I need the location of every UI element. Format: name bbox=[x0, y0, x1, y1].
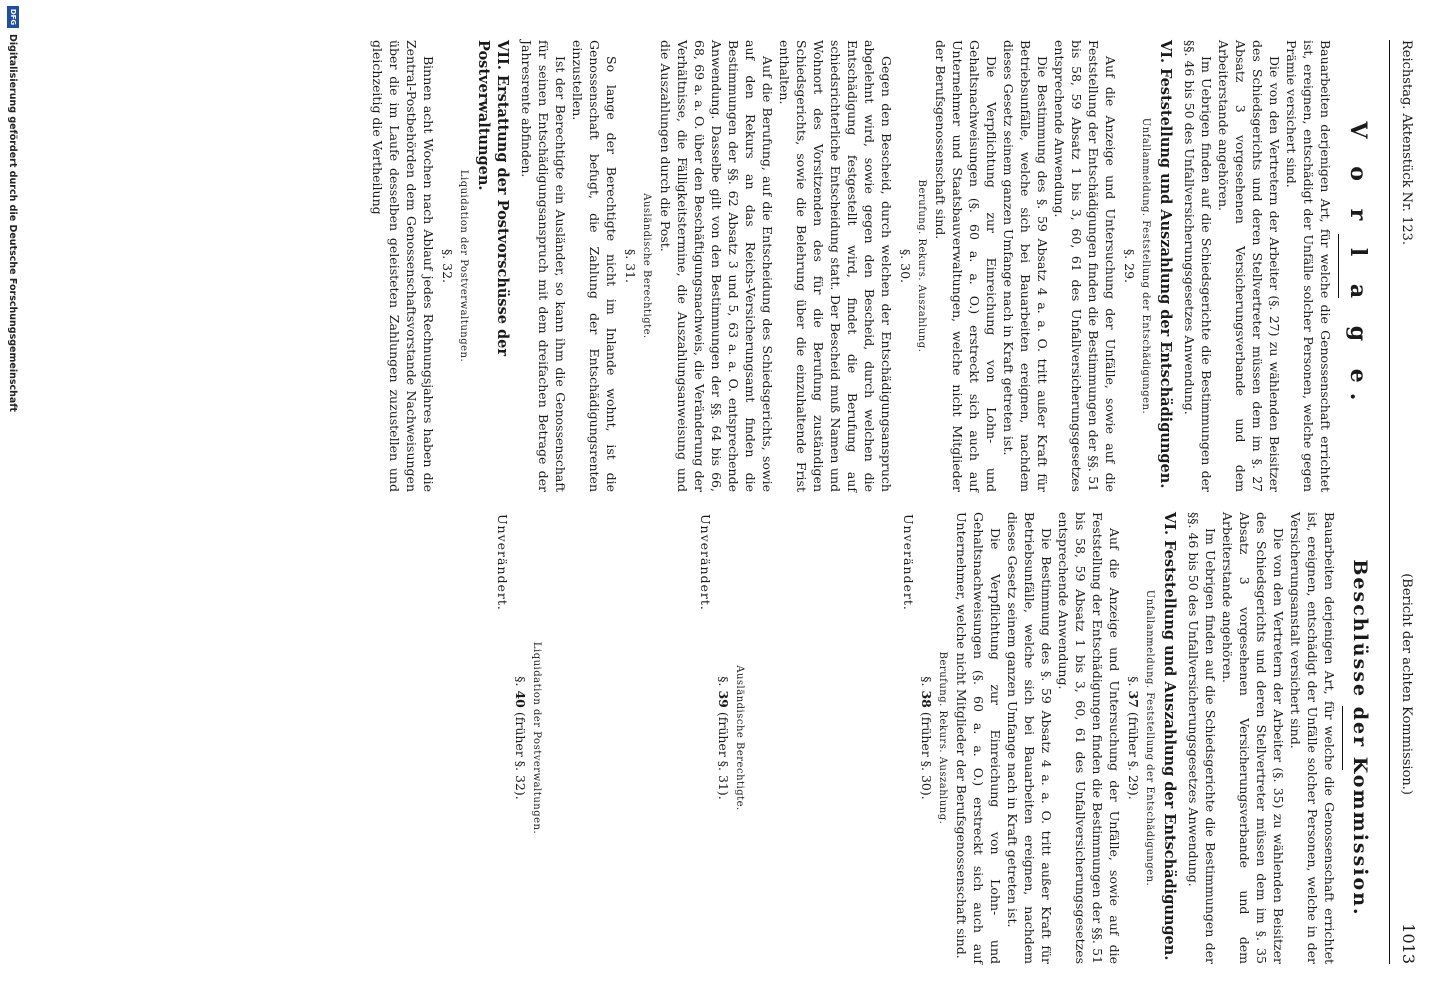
unchanged-note: Unverändert. bbox=[901, 514, 916, 611]
law-text: Die Verpflichtung zur Einreichung von Lohn- und Gehaltsnachweisungen (§. 60 a. a. O.) erstreckt sich auch auf Unternehmer, welche nicht Mitglieder der Berufsgenossenschaft sind. bbox=[954, 512, 1003, 964]
law-text: Die Bestimmung des §. 59 Absatz 4 a. a. O. tritt außer Kraft für Betriebsunfälle, welche sich bei Bauarbeiten ereignen, nachdem dieses Gesetz seinem ganzen Umfange nach in Kraft getreten ist. bbox=[1005, 512, 1054, 964]
left-intro-paragraph: Im Uebrigen finden auf die Schiedsgerichte die Bestimmungen der §§. 46 bis 50 des Unfallversicherungsgesetzes Anwendung. bbox=[1182, 40, 1214, 492]
law-text: Binnen acht Wochen nach Ablauf jedes Rechnungsjahres haben die Zentral-Postbehörden dem Genossenschaftsvorstande Nachweisungen über die im Laufe desselben geleisteten Zahlungen zuzustellen und gleichzeitig die Vertheilung bbox=[370, 40, 436, 492]
marginal-note: Berufung. Rekurs. Auszahlung. bbox=[916, 179, 927, 353]
paragraph-number-bold: 38 bbox=[919, 690, 934, 708]
law-text: So lange der Berechtigte nicht im Inlande wohnt, ist die Genossenschaft befugt, die Zahlung der Entschädigungsrenten einzustellen. bbox=[570, 40, 619, 492]
law-text: Die Bestimmung des §. 59 Absatz 4 a. a. O. tritt außer Kraft für Betriebsunfälle, welche sich bei Bauarbeiten ereignen, nachdem dieses Gesetz seinem ganzen Umfange nach in Kraft getreten ist. bbox=[1001, 40, 1050, 492]
paragraph-number: §. 40 (früher §. 32). bbox=[513, 676, 528, 800]
law-text: Gegen den Bescheid, durch welchen der Entschädigungsanspruch abgelehnt wird, sowie gegen den Bescheid, durch welchen die Entschädigung festgestellt wird, findet die Berufung auf schiedsrichterliche Entscheidung statt. Der Bescheid muß Namen und Wohnort des Vorsitzenden des für die Berufung zuständigen Schiedsgerichts, sowie die Belehrung über die einzuhaltende Frist enthalten. bbox=[777, 40, 894, 492]
left-column-title: V o r l a g e. bbox=[1345, 121, 1371, 411]
left-intro-paragraph: Die von den Vertretern der Arbeiter (§. 27) zu wählenden Beisitzer des Schiedsgerichts und deren Stellvertreter müssen dem im §. 27 Absatz 3 vorgesehenen Versicherungsverbande und dem Arbeiterstande angehören. bbox=[1216, 40, 1282, 492]
unchanged-note: Unverändert. bbox=[495, 514, 510, 611]
paragraph-number-bold: 37 bbox=[1126, 690, 1141, 708]
marginal-note: Ausländische Berechtigte. bbox=[641, 193, 652, 339]
page-header bbox=[1392, 40, 1418, 964]
marginal-note: Ausländische Berechtigte. bbox=[734, 665, 745, 811]
page-number: 1013 bbox=[1399, 923, 1418, 964]
credit-text: Digitalisierung gefördert durch die Deutsche Forschungsgemeinschaft bbox=[7, 34, 19, 412]
marginal-note: Liquidation der Postverwaltungen. bbox=[531, 641, 542, 835]
paragraph-number: §. 30. bbox=[898, 248, 913, 284]
right-intro-paragraph: Im Uebrigen finden auf die Schiedsgerichte die Bestimmungen der §§. 46 bis 50 des Unfallversicherungsgesetzes Anwendung. bbox=[1186, 512, 1218, 964]
marginal-note: Unfallanmeldung. Feststellung der Entschädigungen. bbox=[1140, 117, 1151, 415]
left-column-vorlage bbox=[369, 40, 1371, 492]
header-rule bbox=[1389, 40, 1390, 964]
marginal-note: Berufung. Rekurs. Auszahlung. bbox=[937, 651, 948, 825]
right-intro-paragraph: Die von den Vertretern der Arbeiter (§. 35) zu wählenden Beisitzer des Schiedsgerichts und deren Stellvertreter müssen dem im §. 35 Absatz 3 vorgesehenen Versicherungsverbande und dem Arbeiterstande angehören. bbox=[1220, 512, 1286, 964]
left-section-7-heading: VII. Erstattung der Postvorschüsse der Postverwaltungen. bbox=[475, 40, 511, 357]
dfg-logo: DFG bbox=[7, 6, 19, 28]
law-text: Auf die Anzeige und Untersuchung der Unfälle, sowie auf die Feststellung der Entschädigungen finden die Bestimmungen der §§. 51 bis 58, 59 Absatz 1 bis 3, 60, 61 des Unfallversicherungsgesetzes entsprechende Anwendung. bbox=[1052, 40, 1118, 492]
right-section-6-heading: VI. Feststellung und Auszahlung der Entschädigungen. bbox=[1161, 512, 1178, 961]
right-column-title: Beschlüsse der Kommission. bbox=[1349, 559, 1371, 917]
paragraph-number: §. 39 (früher §. 31). bbox=[716, 676, 731, 800]
left-section-6-heading: VI. Feststellung und Auszahlung der Entschädigungen. bbox=[1157, 40, 1174, 489]
law-text: Ist der Berechtigte ein Ausländer, so kann ihm die Genossenschaft für seinen Entschädigungsanspruch mit dem dreifachen Betrage der Jahresrente abfinden. bbox=[519, 40, 568, 492]
law-text: Auf die Berufung, auf die Entscheidung des Schiedsgerichts, sowie auf den Rekurs an das Reichs-Versicherungsamt finden die Bestimmungen der §§. 62 Absatz 3 und 5, 63 a. a. O. entsprechende Anwendung. Dasselbe gilt von den Bestimmungen der §§. 64 bis 66, 68, 69 a. a. O. über den Beschäftigungsnachweis, die Veränderung der Verhältnisse, die Fälligkeitstermine, die Auszahlungsanweisung und die Auszahlungen durch die Post. bbox=[658, 40, 775, 492]
paragraph-number: §. 31. bbox=[623, 248, 638, 284]
header-left: Reichstag. Aktenstück Nr. 123. bbox=[1399, 40, 1414, 246]
left-intro-paragraph: Bauarbeiten derjenigen Art, für welche die Genossenschaft errichtet ist, ereignen, entschädigt der Unfälle solcher Personen, welche gegen Prämie versichert sind. bbox=[1284, 40, 1333, 492]
right-intro-paragraph: Bauarbeiten derjenigen Art, für welche die Genossenschaft errichtet ist, ereignen, entschädigt der Unfälle solcher Personen, welche in der Versicherungsanstalt versichert sind. bbox=[1288, 512, 1337, 964]
law-text: Auf die Anzeige und Untersuchung der Unfälle, sowie auf die Feststellung der Entschädigungen finden die Bestimmungen der §§. 51 bis 58, 59 Absatz 1 bis 3, 60, 61 des Unfallversicherungsgesetzes entsprechende Anwendung. bbox=[1056, 512, 1122, 964]
right-column-beschluesse bbox=[369, 512, 1371, 964]
marginal-note: Liquidation der Postverwaltungen. bbox=[458, 169, 469, 363]
paragraph-number: §. 38 (früher §. 30). bbox=[919, 676, 934, 800]
marginal-note: Unfallanmeldung. Feststellung der Entschädigungen. bbox=[1144, 589, 1155, 887]
unchanged-note: Unverändert. bbox=[698, 514, 713, 611]
paragraph-number: §. 37 (früher §. 29). bbox=[1126, 676, 1141, 800]
paragraph-number-bold: 39 bbox=[716, 690, 731, 708]
title-rule bbox=[1338, 234, 1339, 298]
paragraph-number-bold: 40 bbox=[513, 690, 528, 708]
digitization-credit bbox=[7, 6, 19, 412]
law-text: Die Verpflichtung zur Einreichung von Lohn- und Gehaltsnachweisungen (§. 60 a. a. O.) erstreckt sich auch auf Unternehmer und Staatsbauverwaltungen, welche nicht Mitglieder der Berufsgenossenschaft sind. bbox=[933, 40, 999, 492]
paragraph-number: §. 29. bbox=[1122, 248, 1137, 284]
paragraph-number: §. 32. bbox=[440, 248, 455, 284]
header-right: (Bericht der achten Kommission.) bbox=[1399, 573, 1414, 795]
title-rule bbox=[1342, 706, 1343, 770]
